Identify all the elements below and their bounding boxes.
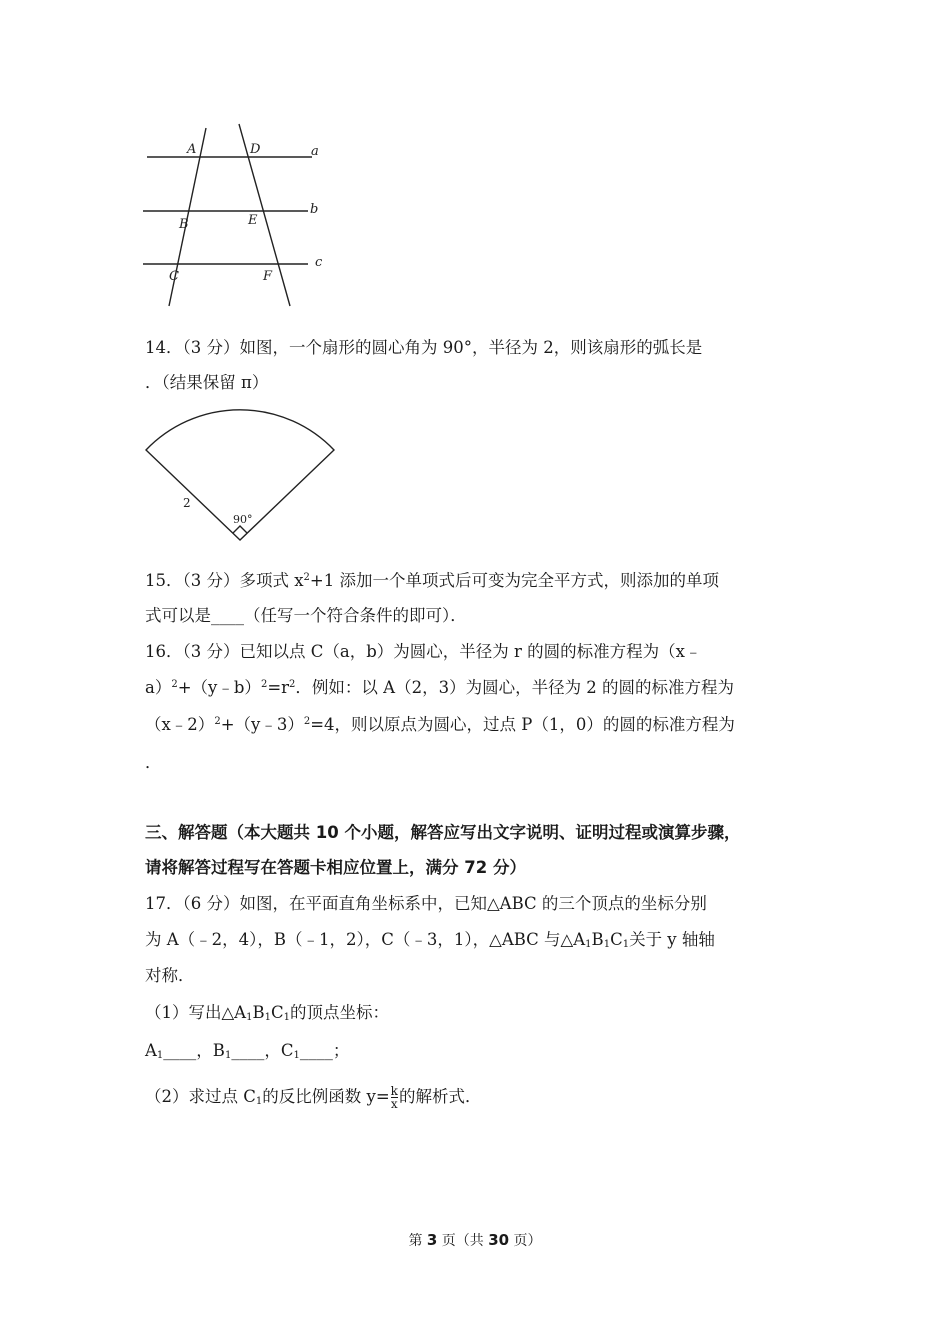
sector-figure: [140, 390, 345, 550]
q17-line2: 为 A（﹣2，4），B（﹣1，2），C（﹣3，1），△ABC 与$\triangle A_1B_1C_1$关于 y 轴轴: [145, 930, 715, 950]
label-B: B: [179, 217, 189, 232]
label-b: b: [310, 202, 319, 217]
right-angle-mark: [233, 526, 247, 533]
parallel-lines-figure: [135, 120, 335, 315]
q17-part1: （1）写出$\triangle A_1B_1C_1$的顶点坐标：: [145, 1003, 389, 1023]
page-total: 30: [488, 1231, 510, 1249]
q17-line1: 17．（6 分）如图，在平面直角坐标系中，已知△ABC 的三个顶点的坐标分别: [145, 894, 707, 913]
q16-line4: ．: [145, 753, 162, 772]
q15-line1: 15．（3 分）多项式 $x^2+1$ 添加一个单项式后可变为完全平方式，则添加的单项: [145, 571, 719, 590]
sector-radius-label: 2: [183, 496, 191, 510]
q14-line2: ．（结果保留 π）: [145, 373, 269, 392]
label-c: c: [315, 255, 323, 270]
label-D: D: [250, 142, 261, 157]
label-C: C: [169, 269, 179, 284]
label-A: A: [187, 142, 197, 157]
page-number: 3: [426, 1231, 438, 1249]
q15-line2: 式可以是____（任写一个符合条件的即可）．: [145, 606, 467, 625]
section3-heading-line1: 三、解答题（本大题共 10 个小题，解答应写出文字说明、证明过程或演算步骤，: [145, 823, 741, 842]
q17-line3: 对称．: [145, 966, 195, 985]
page-footer: 第 3 页（共 30 页）: [408, 1231, 542, 1249]
label-E: E: [248, 213, 258, 228]
q16-line1: 16．（3 分）已知以点 C（a，b）为圆心，半径为 r 的圆的标准方程为（x﹣: [145, 642, 702, 661]
q16-line2: $a)^2+(y﹣b)^2=r^2$．例如：以 A（2，3）为圆心，半径为 2 的圆的标准方程为: [145, 678, 735, 697]
q17-answer-line: $A_1\_\_\_\_$，$B_1\_\_\_\_$，$C_1\_\_\_\_$；: [145, 1041, 350, 1061]
label-F: F: [263, 269, 273, 284]
section3-heading-line2: 请将解答过程写在答题卡相应位置上，满分 72 分）: [145, 858, 526, 877]
label-a: a: [311, 144, 319, 159]
fraction-k-over-x: $\frac{k}{x}$: [390, 1084, 398, 1111]
q16-line3: （x﹣2）$^2$+（y﹣3）$^2$=4，则以原点为圆心，过点 P（1，0）的圆的标准方程为: [145, 715, 735, 734]
sector-angle-label: 90°: [233, 513, 253, 526]
q14-line1: 14．（3 分）如图，一个扇形的圆心角为 90°，半径为 2，则该扇形的弧长是: [145, 338, 703, 357]
q17-part2: （2）求过点 $C_1$的反比例函数 y= $\frac{k}{x}$ 的解析式．: [145, 1084, 482, 1111]
